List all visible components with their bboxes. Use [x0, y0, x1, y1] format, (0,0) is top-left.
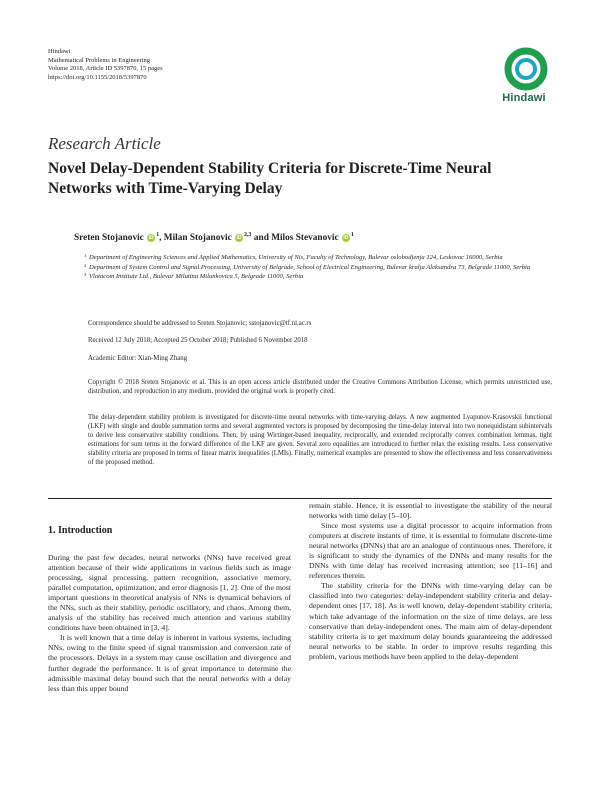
body-column-right [309, 501, 552, 662]
hindawi-logo-text: Hindawi [502, 92, 546, 104]
abstract: The delay-dependent stability problem is investigated for discrete-time neural networks with time-varying delays. A new augmented Lyapunov-Krasovskii functional (LKF) with single and double summation terms and several augmented vectors is proposed by decomposing the time-delay interval into two nonequidistant subintervals to derive less conservative stability conditions. Then, by using Wirtinger-based inequality, reciprocally, and extended reciprocally convex combination lemmas, tight estimations for sum terms in the forward difference of the LKF are given. Several zero equalities are introduced to further relax the existing results. Less conservative stability criteria are proposed in terms of linear matrix inequalities (LMIs). Finally, numerical examples are presented to show the effectiveness and less conservativeness of the proposed method. [88, 414, 552, 467]
author-list [74, 232, 354, 243]
affiliation-text: Department of System Control and Signal Processing, University of Belgrade, School of Electrical Engineering, Bulevar kralja Aleksandra 73, Belgrade 11000, Serbia [89, 263, 531, 271]
publication-dates: Received 12 July 2018; Accepted 25 October 2018; Published 6 November 2018 [88, 337, 308, 344]
body-paragraph: The stability criteria for the DNNs with time-varying delay can be classified into two categories: delay-independent stability criteria and delay-dependent ones [17, 18]. As is well known, delay-dependent stability criteria, which take advantage of the information on the size of time delays, are less conservative than delay-independent ones. The main aim of delay-dependent stability criteria is to get maximum delay bounds guaranteeing the addressed neural networks to be stable. In order to improve results regarding this problem, various methods have been applied to the delay-dependent [309, 581, 552, 661]
body-paragraph: During the past few decades, neural networks (NNs) have received great attention because of their wide applications in various fields such as image processing, signal processing, pattern recognition, associative memory, parallel computation, optimization, and error diagnosis [1, 2]. One of the most important questions in theoretical analysis of NNs is dynamical behaviors of the NNs, such as their stability, periodic oscillatory, and chaos. Among them, analysis of the stability has received much attention and various stability conditions have been obtained in [3, 4]. [48, 553, 291, 633]
orcid-icon[interactable]: iD [148, 235, 154, 242]
author-name: Milan Stojanovic [163, 233, 232, 244]
author-affiliation-sup: 1 [156, 232, 160, 238]
affiliation [84, 253, 554, 263]
author-affiliation-sup: 2,3 [244, 232, 252, 238]
doi-link[interactable]: https://doi.org/10.1155/2018/5397870 [48, 73, 147, 81]
affiliation [84, 272, 554, 282]
journal-name: Mathematical Problems in Engineering [48, 56, 150, 64]
orcid-icon[interactable]: iD [343, 235, 349, 242]
affiliations [84, 253, 554, 282]
author-separator: and [251, 233, 272, 244]
affiliation-text: Vlatacom Institute Ltd., Bulevar Milutina Milankovica 5, Belgrade 11000, Serbia [89, 273, 304, 281]
copyright-notice: Copyright © 2018 Sreten Stojanovic et al. This is an open access article distributed under the Creative Commons Attribution License, which permits unrestricted use, distribution, and reproduction in any medium, provided the original work is properly cited. [88, 379, 552, 396]
academic-editor: Academic Editor: Xian-Ming Zhang [88, 355, 188, 362]
body-paragraph: It is well known that a time delay is inherent in various systems, including NNs, owing to the finite speed of signal transmission and conversion rate of the processors. Delays in a system may cause oscillation and divergence and further degrade the performance. It is of great importance to determine the admissible maximal delay bound such that the neural networks with a delay less than this upper bound [48, 633, 291, 693]
affiliation-number: 1 [84, 253, 87, 258]
body-paragraph: Since most systems use a digital processor to acquire information from computers at discrete instants of time, it is essential to formulate discrete-time neural networks (DNNs) that are an analogue of continuous ones. Therefore, it is significant to study the dynamics of the DNNs and many results for the DNNs with time delay has received increasing attention; see [11–16] and references therein. [309, 521, 552, 581]
paper-title: Novel Delay-Dependent Stability Criteria for Discrete-Time Neural Networks with Time-Varying Delay [48, 160, 492, 197]
affiliation-text: Department of Engineering Sciences and Applied Mathematics, University of Nis, Faculty of Technology, Bulevar oslobodjenja 124, Leskovac 16000, Serbia [89, 254, 503, 261]
publication-info [48, 48, 163, 82]
section-divider [48, 498, 552, 499]
section-heading: 1. Introduction [48, 525, 113, 536]
author-affiliation-sup: 1 [350, 232, 354, 238]
author-name: Milos Stevanovic [271, 233, 339, 244]
orcid-icon[interactable]: iD [236, 235, 242, 242]
correspondence: Correspondence should be addressed to Sreten Stojanovic; sstojanovic@tf.ni.ac.rs [88, 320, 312, 327]
publisher-name: Hindawi [48, 48, 71, 55]
affiliation [84, 263, 554, 273]
author-name: Sreten Stojanovic [74, 233, 144, 244]
affiliation-number: 3 [84, 272, 87, 278]
logo-ring-inner [517, 60, 535, 78]
article-type: Research Article [48, 134, 161, 153]
body-paragraph: remain stable. Hence, it is essential to investigate the stability of the neural networks with time delay [5–10]. [309, 501, 552, 521]
affiliation-number: 2 [84, 262, 87, 268]
author-separator: , [159, 233, 164, 244]
body-column-left [48, 553, 291, 694]
logo-ring-outer [508, 51, 544, 87]
volume-info: Volume 2018, Article ID 5397870, 15 pages [48, 65, 163, 73]
